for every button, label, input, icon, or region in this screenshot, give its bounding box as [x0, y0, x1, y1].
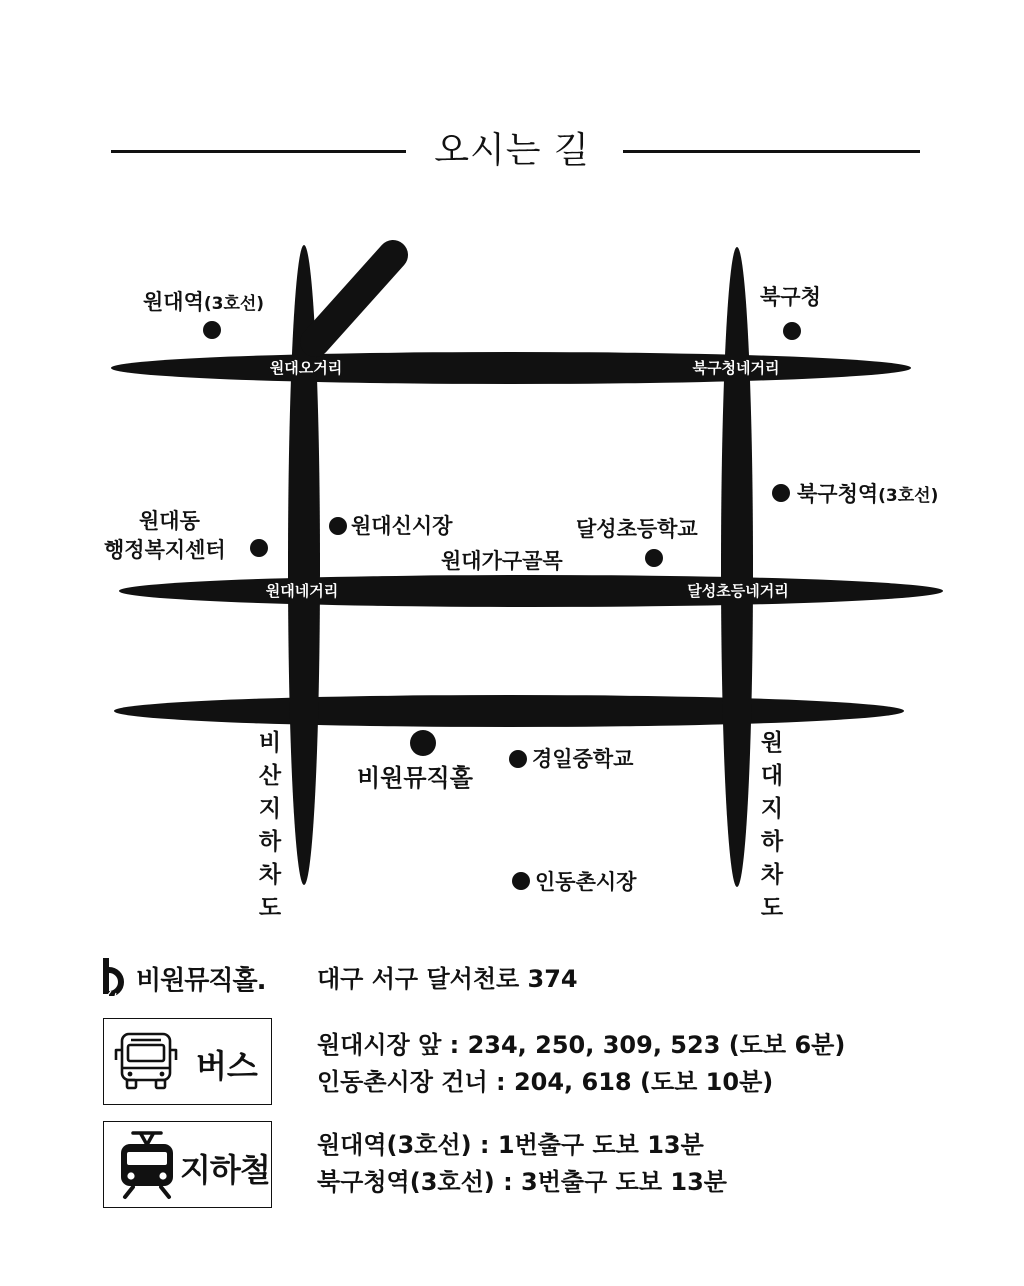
- page-title: 오시는 길: [434, 130, 590, 171]
- bus-route-2: 인동촌시장 건너 : 204, 618 (도보 10분): [317, 1068, 774, 1096]
- venue-logo-text: 비원뮤직홀.: [136, 966, 266, 996]
- place-label-wondae-new-market: 원대신시장: [351, 514, 453, 538]
- marker-community-center: [250, 539, 268, 557]
- place-label-furniture-alley: 원대가구골목: [441, 549, 563, 573]
- bus-box: [103, 1018, 272, 1105]
- underpass-bisan-char: 지: [258, 796, 282, 822]
- place-label-gyeongil-school: 경일중학교: [532, 747, 634, 771]
- place-label-bukgu-office: 북구청: [760, 285, 821, 309]
- marker-wondae-station: [203, 321, 221, 339]
- venue-logo-mark: [103, 958, 133, 996]
- place-label-dalseong-school: 달성초등학교: [576, 517, 698, 541]
- bus-icon: [109, 1030, 183, 1092]
- road-horizontal-middle: [119, 575, 943, 607]
- underpass-wondae-char: 도: [760, 895, 784, 921]
- marker-venue: [410, 730, 436, 756]
- place-label-community-center-2: 행정복지센터: [104, 538, 226, 562]
- underpass-label-bisan: [258, 729, 282, 921]
- place-label-bukgu-station: 북구청역(3호선): [797, 482, 939, 506]
- place-label-venue: 비원뮤직홀: [357, 764, 473, 792]
- underpass-bisan-char: 하: [258, 829, 282, 855]
- underpass-bisan-char: 차: [258, 862, 282, 888]
- subway-box: [103, 1121, 272, 1208]
- road-horizontal-bottom: [114, 695, 904, 727]
- header-rule-right: [623, 150, 920, 153]
- marker-dalseong-school: [645, 549, 663, 567]
- place-label-community-center-1: 원대동: [139, 509, 200, 533]
- marker-wondae-new-market: [329, 517, 347, 535]
- subway-icon: [114, 1130, 180, 1200]
- road-label-dalseong-negeori: 달성초등네거리: [687, 582, 789, 600]
- underpass-bisan-char: 도: [258, 895, 282, 921]
- marker-indongchon-market: [512, 872, 530, 890]
- underpass-wondae-char: 지: [760, 796, 784, 822]
- underpass-label-wondae: [760, 729, 784, 921]
- road-label-wondae-ogeori: 원대오거리: [269, 359, 343, 377]
- underpass-wondae-char: 원: [760, 730, 784, 756]
- place-label-indongchon-market: 인동촌시장: [535, 870, 637, 894]
- venue-address: 대구 서구 달서천로 374: [317, 965, 578, 993]
- marker-gyeongil-school: [509, 750, 527, 768]
- place-label-wondae-station: 원대역(3호선): [143, 290, 265, 314]
- subway-label: 지하철: [180, 1151, 270, 1189]
- bus-route-1: 원대시장 앞 : 234, 250, 309, 523 (도보 6분): [317, 1031, 846, 1059]
- road-horizontal-top: [111, 352, 911, 384]
- underpass-bisan-char: 비: [258, 730, 282, 756]
- bus-label: 버스: [196, 1047, 258, 1085]
- road-diagonal: [315, 255, 393, 342]
- underpass-wondae-char: 차: [760, 862, 784, 888]
- subway-route-2: 북구청역(3호선) : 3번출구 도보 13분: [317, 1168, 727, 1196]
- marker-bukgu-office: [783, 322, 801, 340]
- subway-route-1: 원대역(3호선) : 1번출구 도보 13분: [317, 1131, 704, 1159]
- road-label-wondae-negeori: 원대네거리: [265, 582, 339, 600]
- road-label-bukgu-negeori: 북구청네거리: [692, 359, 780, 377]
- location-map: [0, 230, 1024, 930]
- marker-bukgu-station: [772, 484, 790, 502]
- underpass-wondae-char: 하: [760, 829, 784, 855]
- road-vertical-right: [721, 247, 753, 887]
- underpass-wondae-char: 대: [760, 763, 784, 789]
- underpass-bisan-char: 산: [258, 763, 282, 789]
